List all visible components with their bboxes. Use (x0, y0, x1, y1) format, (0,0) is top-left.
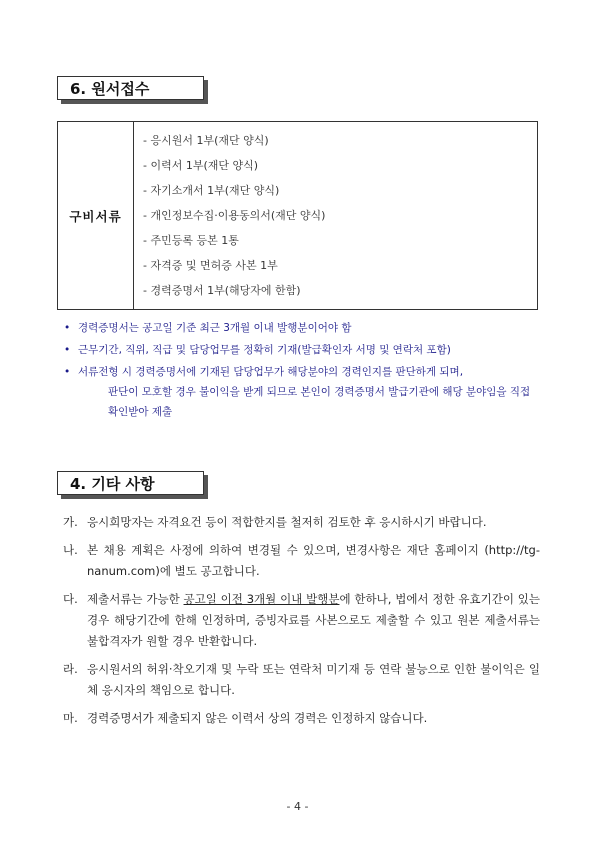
item-text: 제출서류는 가능한 (87, 592, 184, 606)
bullet-icon: • (64, 366, 71, 378)
required-documents-table (57, 121, 538, 310)
note-text-continued: 판단이 모호할 경우 불이익을 받게 되므로 본인이 경력증명서 발급기관에 해당 분야임을 직접 확인받아 제출 (108, 386, 531, 418)
item-marker: 나. (63, 543, 78, 557)
other-notes-list (63, 512, 540, 736)
doc-item: - 자기소개서 1부(재단 양식) (143, 184, 280, 197)
list-item (63, 708, 540, 729)
note-item (60, 362, 538, 422)
note-item (60, 340, 538, 360)
doc-item: - 개인정보수집·이용동의서(재단 양식) (143, 209, 326, 222)
item-marker: 다. (63, 592, 78, 606)
document-notes (60, 318, 538, 424)
section-4-title: 4. 기타 사항 (57, 471, 204, 495)
list-item (63, 659, 540, 701)
item-marker: 마. (63, 711, 78, 725)
bullet-icon: • (64, 322, 71, 334)
docs-label: 구비서류 (58, 122, 134, 310)
item-text: 본 채용 계획은 사정에 의하여 변경될 수 있으며, 변경사항은 재단 홈페이지 (http://tg-nanum.com)에 별도 공고합니다. (87, 543, 540, 578)
list-item (63, 540, 540, 582)
list-item (63, 589, 540, 652)
item-marker: 라. (63, 662, 78, 676)
item-marker: 가. (63, 515, 78, 529)
note-text: 경력증명서는 공고일 기준 최근 3개월 이내 발행분이어야 함 (78, 322, 352, 334)
section-6-title: 6. 원서접수 (57, 76, 204, 100)
item-text: 응시희망자는 자격요건 등이 적합한지를 철저히 검토한 후 응시하시기 바랍니다. (87, 515, 487, 529)
item-text-underlined: 공고일 이전 3개월 이내 발행분 (183, 592, 340, 606)
doc-item: - 응시원서 1부(재단 양식) (143, 134, 269, 147)
page-number: - 4 - (286, 800, 309, 813)
item-text: 응시원서의 허위·착오기재 및 누락 또는 연락처 미기재 등 연락 불능으로 인한 불이익은 일체 응시자의 책임으로 합니다. (87, 662, 540, 697)
doc-item: - 주민등록 등본 1통 (143, 234, 239, 247)
docs-list-cell (134, 122, 538, 310)
doc-item: - 이력서 1부(재단 양식) (143, 159, 259, 172)
item-text: 경력증명서가 제출되지 않은 이력서 상의 경력은 인정하지 않습니다. (87, 711, 428, 725)
item-text-rest: 에 한하나, 법에서 정한 유효기간이 있는 경우 해당기간에 한해 인정하며, 증빙자료를 사본으로도 제출할 수 있고 원본 제출서류는 불합격자가 원할 경우 반환합니다. (87, 592, 540, 648)
doc-item: - 자격증 및 면허증 사본 1부 (143, 259, 278, 272)
note-text: 근무기간, 직위, 직급 및 담당업무를 정확히 기재(발급확인자 서명 및 연락처 포함) (78, 344, 451, 356)
note-text: 서류전형 시 경력증명서에 기재된 담당업무가 해당분야의 경력인지를 판단하게 되며, (78, 366, 464, 378)
list-item (63, 512, 540, 533)
bullet-icon: • (64, 344, 71, 356)
doc-item: - 경력증명서 1부(해당자에 한함) (143, 284, 301, 297)
note-item (60, 318, 538, 338)
